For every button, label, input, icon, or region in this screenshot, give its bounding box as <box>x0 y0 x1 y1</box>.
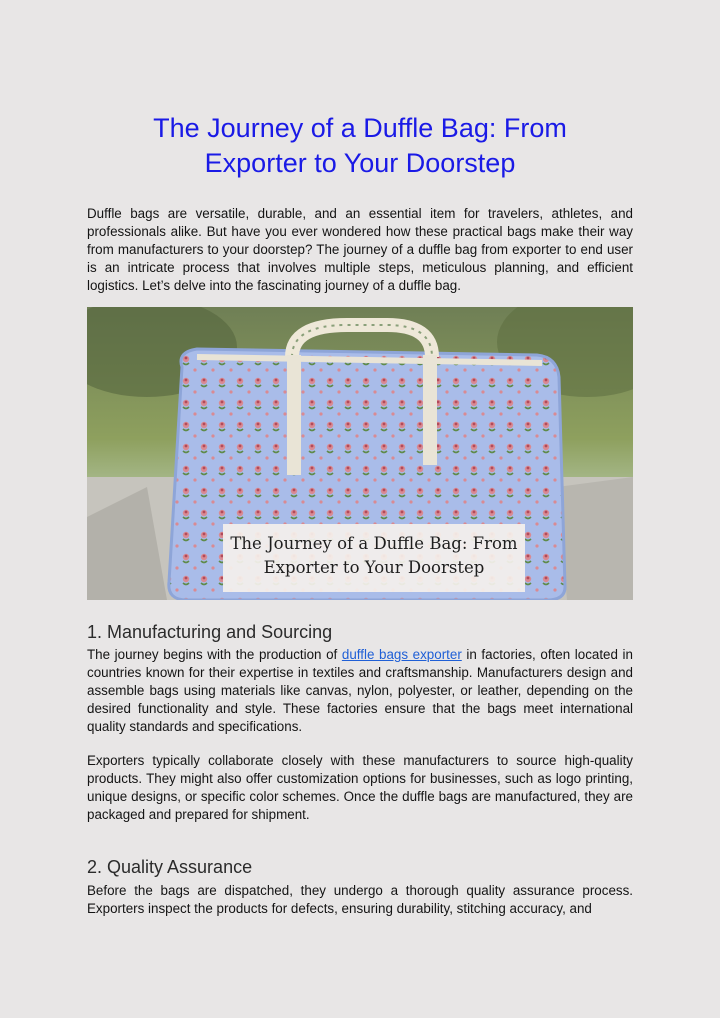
hero-caption-line-1: The Journey of a Duffle Bag: From <box>230 534 518 553</box>
manufacturing-text-after-link: in factories, often located in countries known for their expertise in textiles and craftsmanship. Manufacturers design and assemble bags using materials like canvas, nylon, polyester, or leather, depending on the desired functionality and style. These factories ensure that the bags meet international quality standards and specifications. <box>87 647 633 734</box>
hero-image <box>87 307 633 600</box>
section-heading-quality: 2. Quality Assurance <box>87 857 253 877</box>
intro-paragraph: Duffle bags are versatile, durable, and an essential item for travelers, athletes, and professionals alike. But have you ever wondered how these practical bags make their way from manufacturers to your doorstep? The journey of a duffle bag from exporter to end user is an intricate process that involves multiple steps, meticulous planning, and efficient logistics. Let’s delve into the fascinating journey of a duffle bag. <box>87 206 633 293</box>
duffle-bags-exporter-link[interactable]: duffle bags exporter <box>341 647 462 662</box>
title-line-2: Exporter to Your Doorstep <box>204 148 516 178</box>
quality-paragraph-1: Before the bags are dispatched, they undergo a thorough quality assurance process. Exporters inspect the products for defects, ensuring durability, stitching accuracy, and <box>87 883 633 916</box>
hero-caption <box>223 524 525 592</box>
manufacturing-text-before-link: The journey begins with the production of <box>87 647 342 662</box>
manufacturing-paragraph-1 <box>87 646 633 736</box>
hero-caption-line-2: Exporter to Your Doorstep <box>263 558 485 577</box>
section-heading-manufacturing: 1. Manufacturing and Sourcing <box>87 622 333 642</box>
manufacturing-paragraph-2: Exporters typically collaborate closely with these manufacturers to source high-quality products. They might also offer customization options for businesses, such as logo printing, unique designs, or specific color schemes. Once the duffle bags are manufactured, they are packaged and prepared for shipment. <box>87 753 633 822</box>
page-title <box>60 111 660 181</box>
title-line-1: The Journey of a Duffle Bag: From <box>153 113 567 143</box>
